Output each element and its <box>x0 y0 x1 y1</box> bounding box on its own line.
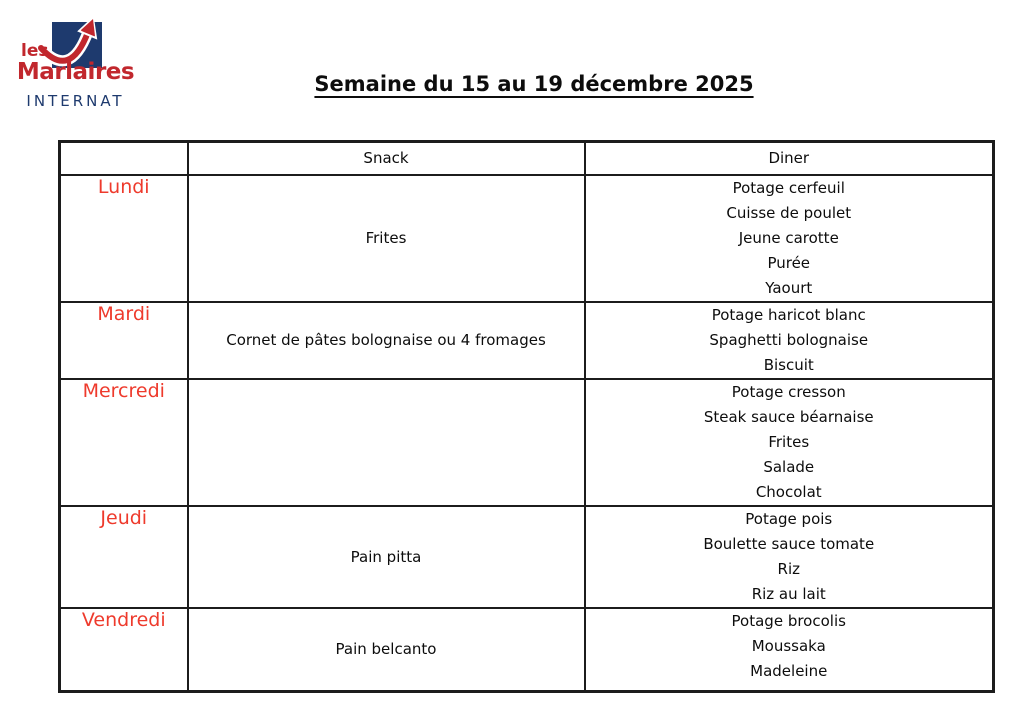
diner-cell-mardi <box>585 302 994 379</box>
table-row-mercredi <box>60 379 994 506</box>
logo <box>8 14 143 124</box>
table-row-mardi <box>60 302 994 379</box>
menu-item: Cuisse de poulet <box>726 203 852 222</box>
menu-item: Biscuit <box>763 355 814 374</box>
menu-item: Moussaka <box>751 636 826 655</box>
logo-text-les: les <box>21 41 49 61</box>
day-cell-mardi: Mardi <box>60 302 188 379</box>
table-row-vendredi <box>60 608 994 692</box>
menu-item: Yaourt <box>765 278 813 297</box>
snack-cell-mardi: Cornet de pâtes bolognaise ou 4 fromages <box>188 302 585 379</box>
snack-cell-vendredi: Pain belcanto <box>188 608 585 692</box>
menu-item: Potage cerfeuil <box>732 178 845 197</box>
menu-table <box>58 140 995 693</box>
menu-item: Potage pois <box>745 509 833 528</box>
table-row-lundi <box>60 175 994 302</box>
menu-item: Potage brocolis <box>731 611 846 630</box>
diner-cell-lundi <box>585 175 994 302</box>
table-row-jeudi <box>60 506 994 608</box>
day-cell-vendredi: Vendredi <box>60 608 188 692</box>
menu-item: Madeleine <box>750 661 828 680</box>
snack-cell-lundi: Frites <box>188 175 585 302</box>
snack-cell-jeudi: Pain pitta <box>188 506 585 608</box>
menu-item: Salade <box>763 457 815 476</box>
menu-item: Purée <box>767 253 811 272</box>
menu-item: Jeune carotte <box>738 228 839 247</box>
menu-item: Riz <box>777 559 800 578</box>
diner-cell-mercredi <box>585 379 994 506</box>
menu-item: Boulette sauce tomate <box>703 534 875 553</box>
day-cell-jeudi: Jeudi <box>60 506 188 608</box>
column-header-day <box>60 142 188 175</box>
day-cell-lundi: Lundi <box>60 175 188 302</box>
diner-cell-jeudi <box>585 506 994 608</box>
menu-item: Potage cresson <box>731 382 846 401</box>
menu-item: Potage haricot blanc <box>711 305 866 324</box>
menu-item: Riz au lait <box>751 584 826 603</box>
menu-item: Steak sauce béarnaise <box>703 407 874 426</box>
header-row <box>60 142 994 175</box>
menu-item: Chocolat <box>755 482 822 501</box>
day-cell-mercredi: Mercredi <box>60 379 188 506</box>
logo-text-marlaires: Marlaires <box>16 59 135 85</box>
logo-text-internat: INTERNAT <box>26 92 125 110</box>
column-header-snack: Snack <box>188 142 585 175</box>
snack-cell-mercredi <box>188 379 585 506</box>
page-title: Semaine du 15 au 19 décembre 2025 <box>314 72 754 96</box>
menu-item: Frites <box>768 432 810 451</box>
menu-item: Spaghetti bolognaise <box>709 330 869 349</box>
diner-cell-vendredi <box>585 608 994 692</box>
column-header-diner: Diner <box>585 142 994 175</box>
